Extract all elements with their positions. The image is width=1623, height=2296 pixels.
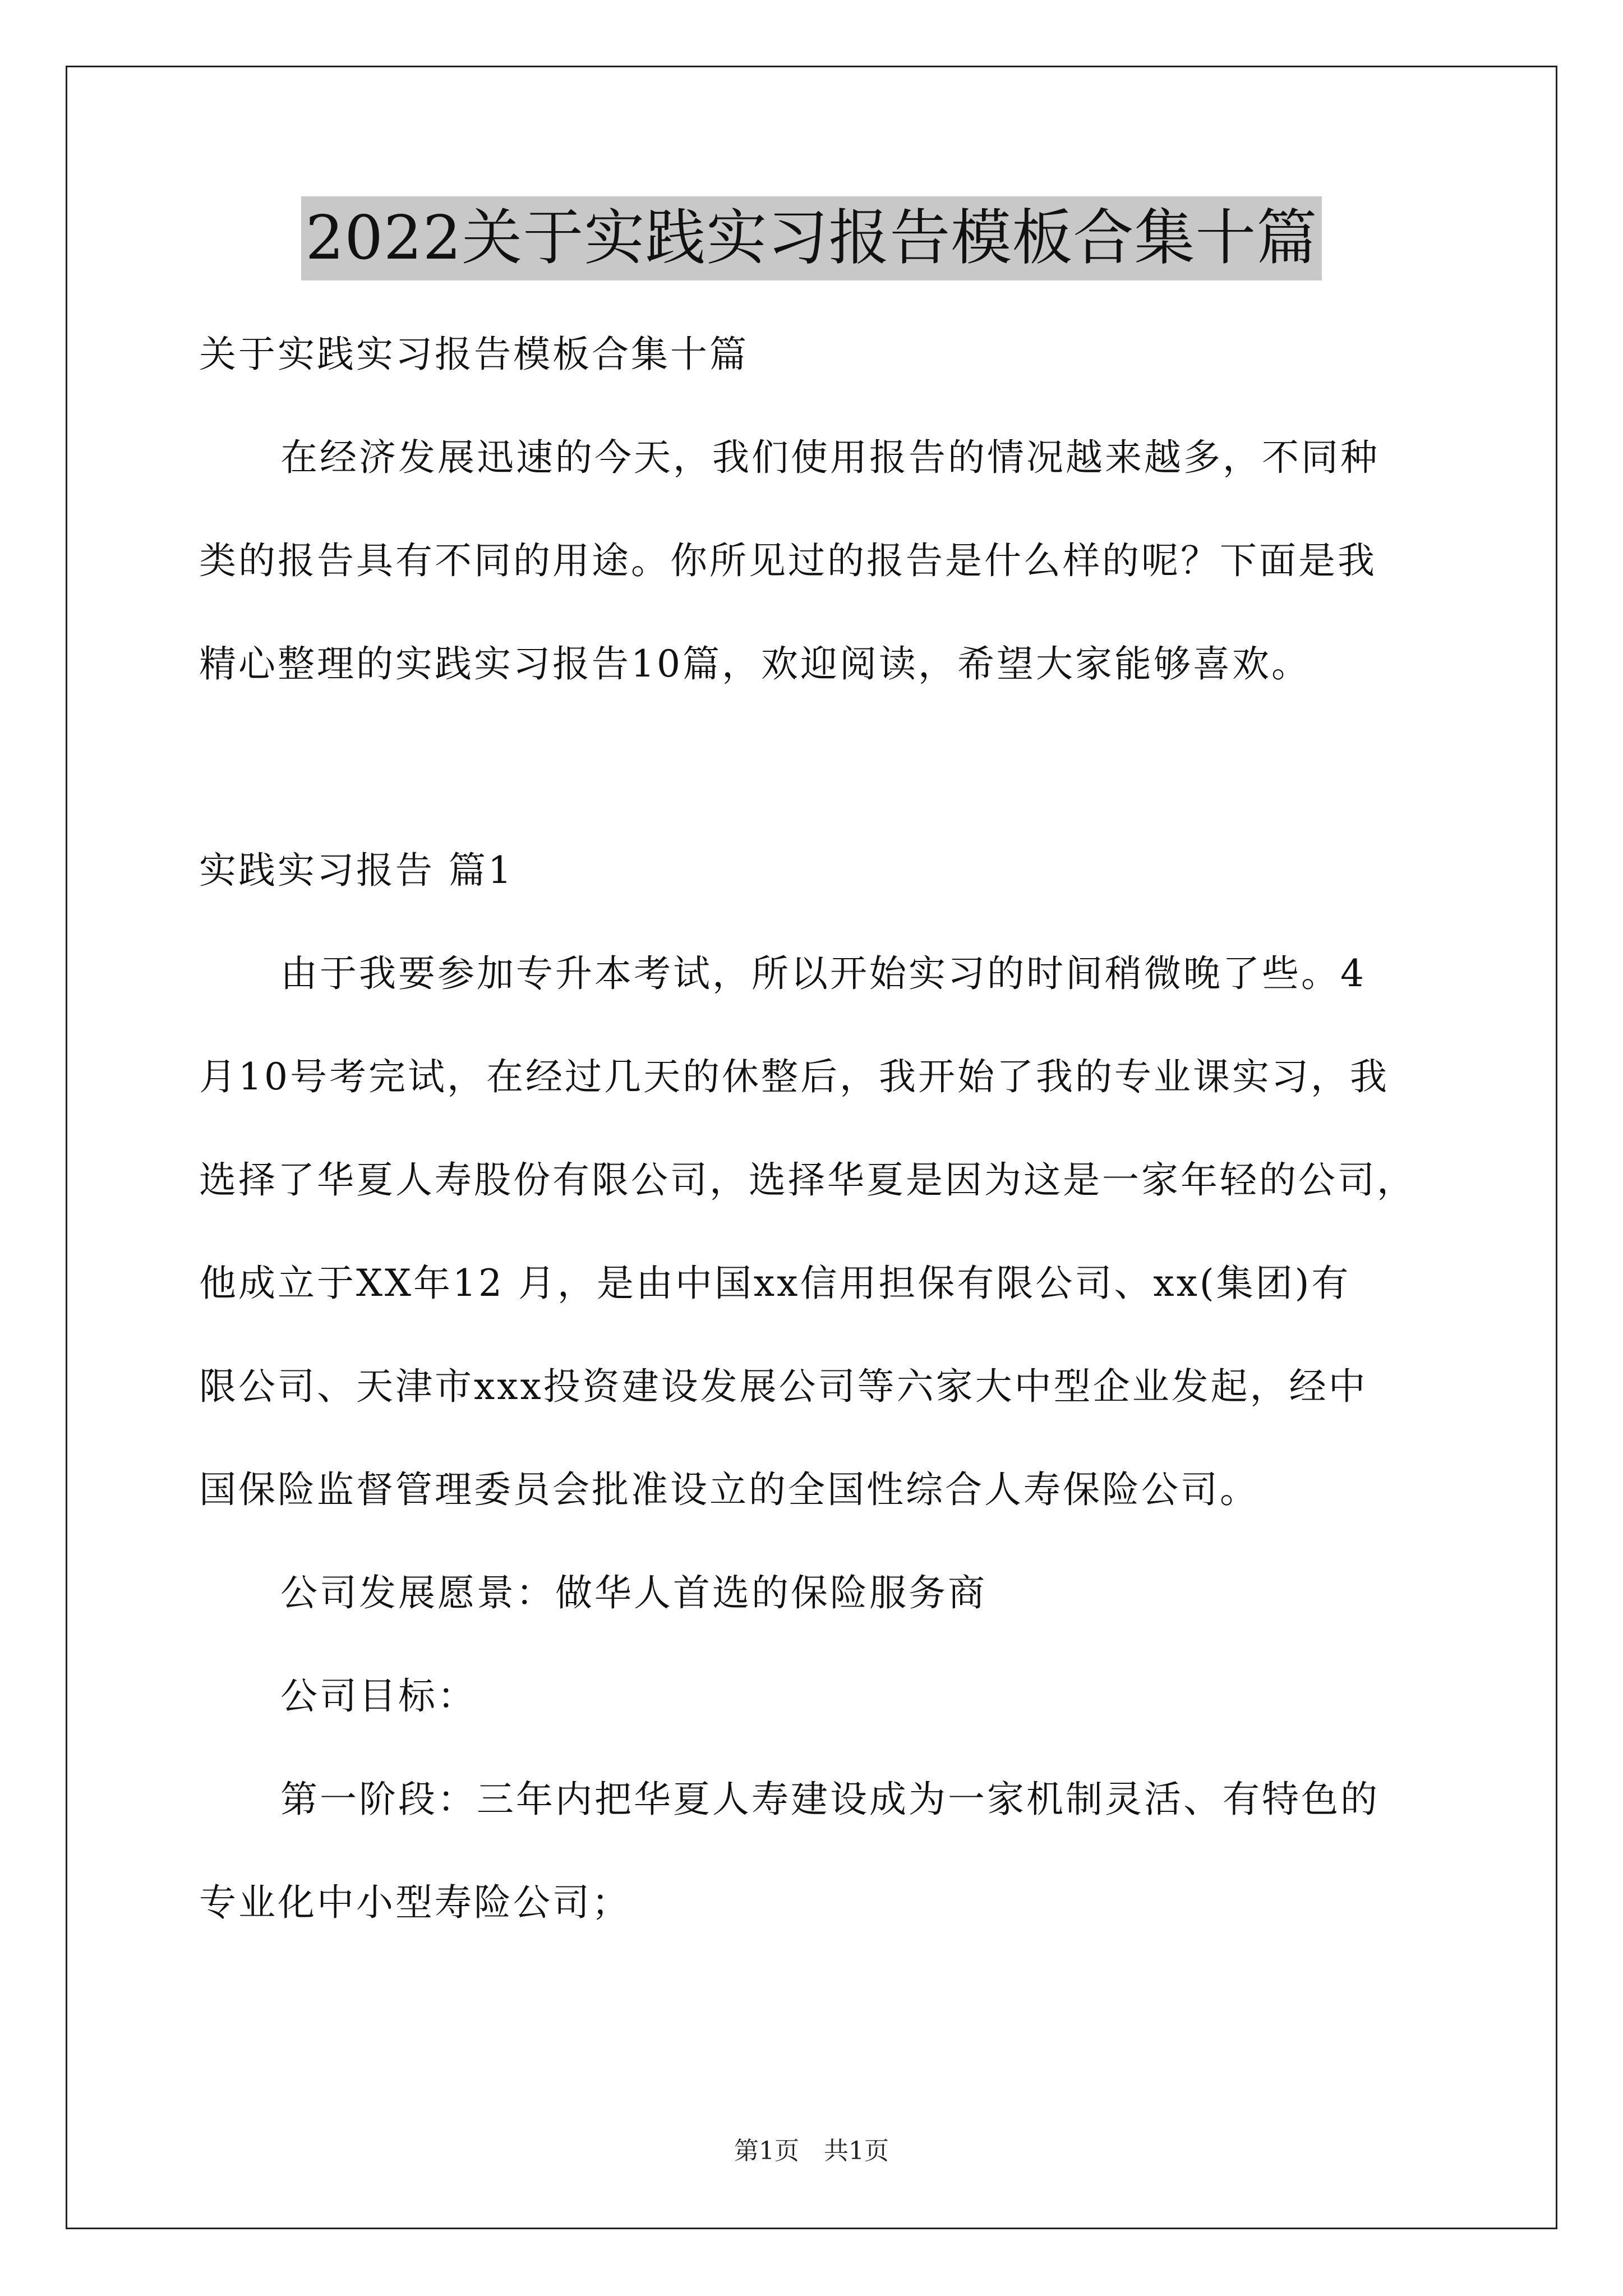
goal-line: 公司目标： xyxy=(280,1674,477,1718)
paragraph-line: 国保险监督管理委员会批准设立的全国性综合人寿保险公司。 xyxy=(199,1468,1259,1511)
paragraph-line: 选择了华夏人寿股份有限公司，选择华夏是因为这是一家年轻的公司， xyxy=(199,1158,1416,1202)
stage-line: 专业化中小型寿险公司； xyxy=(199,1881,631,1924)
blank-line xyxy=(199,716,1438,819)
paragraph-line: 他成立于XX年12 月，是由中国xx信用担保有限公司、xx(集团)有 xyxy=(199,1262,1351,1305)
paragraph-line: 限公司、天津市xxx投资建设发展公司等六家大中型企业发起，经中 xyxy=(199,1365,1368,1408)
intro-line: 精心整理的实践实习报告10篇，欢迎阅读，希望大家能够喜欢。 xyxy=(199,642,1311,685)
vision-line: 公司发展愿景：做华人首选的保险服务商 xyxy=(280,1571,987,1614)
subtitle: 关于实践实习报告模板合集十篇 xyxy=(199,333,749,376)
page-footer xyxy=(0,2134,1623,2168)
stage-line: 第一阶段：三年内把华夏人寿建设成为一家机制灵活、有特色的 xyxy=(280,1778,1380,1821)
paragraph-line: 由于我要参加专升本考试，所以开始实习的时间稍微晚了些。4 xyxy=(280,952,1366,995)
page-number-current: 第1页 xyxy=(734,2137,799,2165)
title-container xyxy=(0,196,1623,280)
page-number-total: 共1页 xyxy=(824,2137,889,2165)
section-heading: 实践实习报告 篇1 xyxy=(199,849,514,892)
document-body xyxy=(199,303,1438,1954)
intro-line: 在经济发展迅速的今天，我们使用报告的情况越来越多，不同种 xyxy=(280,436,1380,479)
paragraph-line: 月10号考完试，在经过几天的休整后，我开始了我的专业课实习，我 xyxy=(199,1055,1389,1098)
intro-line: 类的报告具有不同的用途。你所见过的报告是什么样的呢？下面是我 xyxy=(199,539,1377,582)
document-title: 2022关于实践实习报告模板合集十篇 xyxy=(301,196,1322,280)
